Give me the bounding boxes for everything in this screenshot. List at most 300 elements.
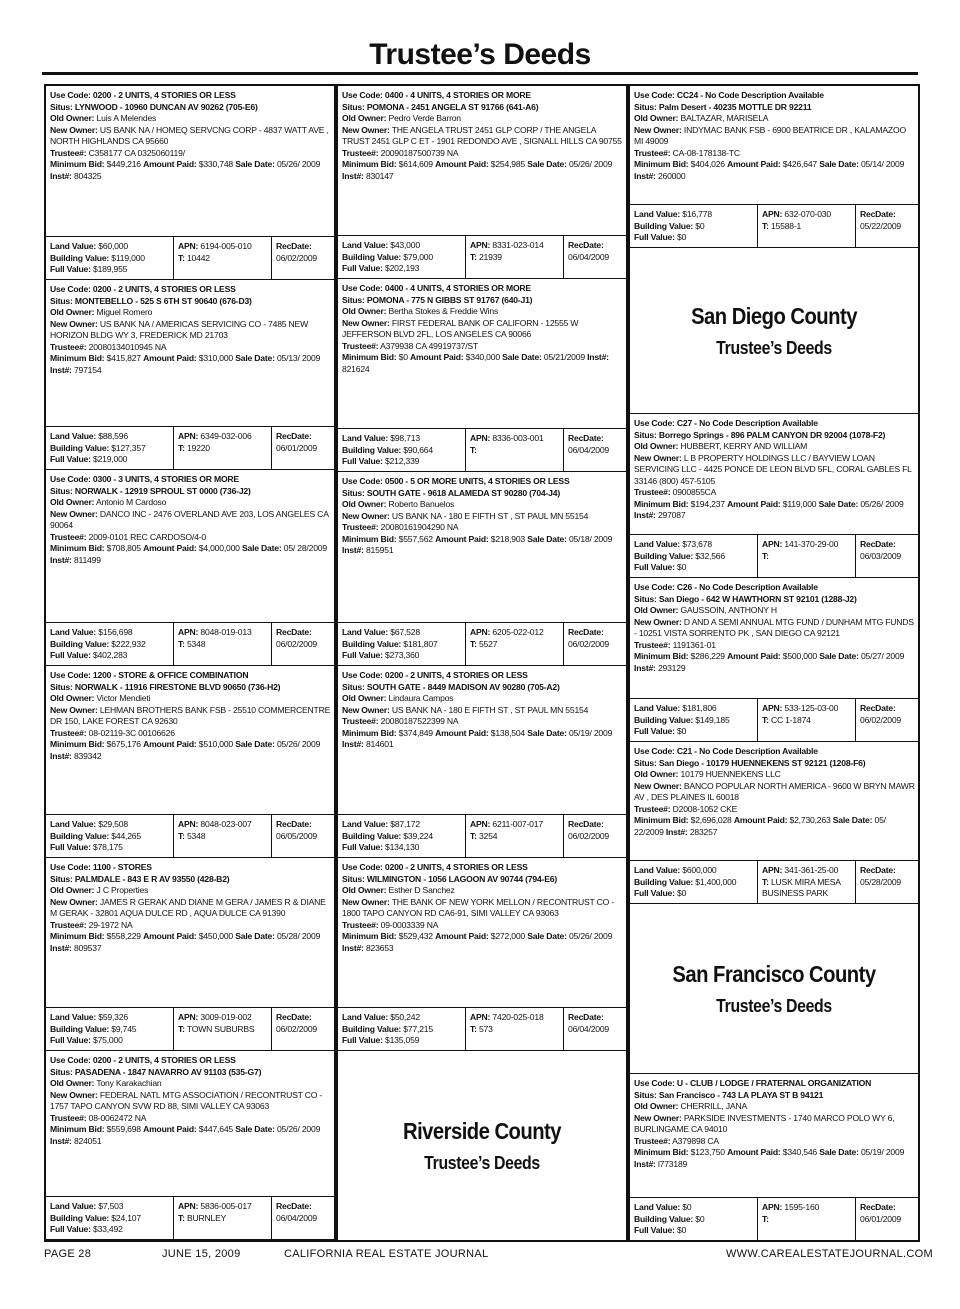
value-row	[46, 1007, 334, 1050]
amount-paid: $119,000	[782, 498, 817, 509]
sale-date-label: Sale Date:	[527, 533, 567, 544]
deed-details	[342, 283, 624, 375]
building-value: $1,400,000	[695, 876, 737, 887]
old-owner: Victor Mendieti	[96, 693, 151, 703]
recdate-cell	[856, 535, 918, 577]
trustee-number: A379938 CA 49919737/ST	[380, 340, 478, 351]
new-owner: LEHMAN BROTHERS BANK FSB - 25510 COMMERCENTRE DR 150, LAKE FOREST CA 92630	[50, 704, 331, 726]
values-cell	[46, 1008, 174, 1050]
apn-cell	[466, 236, 564, 278]
new-owner: US BANK NA - 180 E FIFTH ST , ST PAUL MN 55154	[391, 704, 589, 715]
situs-label: Situs:	[634, 429, 657, 440]
sale-date-label: Sale Date:	[832, 815, 873, 825]
use-code-label: Use Code:	[634, 418, 675, 428]
deed-details	[50, 474, 332, 566]
building-value-label: Building Value:	[634, 550, 694, 561]
recdate-label: RecDate:	[568, 819, 604, 829]
land-value: $98,713	[390, 433, 420, 443]
apn-cell	[758, 861, 856, 903]
minimum-bid-label: Minimum Bid:	[634, 159, 689, 169]
land-value: $87,172	[390, 819, 420, 829]
amount-paid: $426,647	[782, 159, 817, 169]
apn: 6349-032-006	[200, 431, 252, 441]
use-code: C26 - No Code Description Available	[676, 582, 818, 592]
apn-cell	[466, 815, 564, 857]
building-value: $0	[695, 220, 705, 231]
use-code: 0200 - 2 UNITS, 4 STORIES OR LESS	[384, 670, 528, 680]
old-owner-label: Old Owner:	[634, 769, 679, 779]
sale-date-label: Sale Date:	[502, 352, 542, 362]
full-value-label: Full Value:	[50, 264, 91, 274]
land-value: $88,596	[98, 431, 128, 441]
apn-label: APN:	[470, 819, 491, 829]
recdate: 06/03/2009	[860, 550, 902, 561]
values-cell	[46, 237, 174, 279]
apn: 8336-003-001	[492, 433, 544, 443]
instrument-number: 809537	[73, 942, 102, 953]
land-value-label: Land Value:	[342, 433, 389, 443]
recdate: 06/02/2009	[276, 252, 318, 263]
minimum-bid-label: Minimum Bid:	[50, 159, 105, 169]
new-owner: D AND A SEMI ANNUAL MTG FUND / DUNHAM MTG FUNDS - 10251 VISTA SORRENTO PK , SAN DIEGO CA 92121	[634, 616, 914, 638]
instrument-number: 283257	[689, 826, 718, 837]
trustee-number: 29-1972 NA	[88, 919, 133, 930]
recdate-cell	[272, 1008, 334, 1050]
full-value: $219,000	[92, 454, 128, 464]
use-code: 0200 - 2 UNITS, 4 STORIES OR LESS	[92, 284, 236, 294]
use-code-label: Use Code:	[634, 90, 675, 100]
county-banner-riverside	[338, 1051, 626, 1240]
footer-website: WWW.CAREALESTATEJOURNAL.COM	[726, 1248, 933, 1260]
apn: 8048-023-007	[200, 819, 252, 829]
deed-record	[338, 666, 626, 858]
situs: MONTEBELLO - 525 S 6TH ST 90640 (676-D3)	[74, 295, 252, 306]
recdate-label: RecDate:	[860, 703, 896, 713]
situs-label: Situs:	[50, 485, 73, 496]
amount-paid: $450,000	[198, 931, 233, 941]
apn-cell	[174, 623, 272, 665]
values-cell	[46, 623, 174, 665]
deed-record	[46, 858, 334, 1051]
full-value: $402,283	[92, 650, 128, 660]
land-value: $43,000	[390, 240, 420, 250]
amount-paid-label: Amount Paid:	[435, 533, 489, 544]
minimum-bid-label: Minimum Bid:	[634, 651, 689, 661]
tract: LUSK MIRA MESA BUSINESS PARK	[762, 876, 841, 898]
values-cell	[46, 815, 174, 857]
deed-details	[342, 670, 624, 751]
situs: San Francisco - 743 LA PLAYA ST B 94121	[658, 1089, 824, 1100]
amount-paid-label: Amount Paid:	[410, 352, 464, 362]
tract: 5348	[186, 638, 206, 649]
deed-record	[338, 858, 626, 1051]
apn-cell	[174, 1197, 272, 1239]
values-cell	[630, 1198, 758, 1240]
full-value-label: Full Value:	[342, 1035, 383, 1045]
new-owner: DANCO INC - 2476 OVERLAND AVE 203, LOS ANGELES CA 90064	[50, 508, 329, 530]
old-owner: Luis A Melendes	[96, 113, 157, 123]
full-value-label: Full Value:	[50, 454, 91, 464]
minimum-bid-label: Minimum Bid:	[342, 159, 397, 169]
situs-label: Situs:	[634, 101, 657, 112]
new-owner-label: New Owner:	[342, 124, 390, 135]
minimum-bid-label: Minimum Bid:	[50, 353, 105, 363]
recdate-label: RecDate:	[276, 1012, 312, 1022]
full-value-label: Full Value:	[634, 232, 675, 242]
footer-date: JUNE 15, 2009	[162, 1248, 241, 1260]
sale-date-label: Sale Date:	[819, 651, 859, 661]
use-code-label: Use Code:	[342, 862, 383, 872]
full-value: $78,175	[92, 842, 123, 852]
amount-paid-label: Amount Paid:	[143, 159, 197, 169]
tract: 15588-1	[770, 220, 802, 231]
tract-label: T:	[178, 830, 185, 841]
value-row	[46, 622, 334, 665]
trustee-number: 09-0003339 NA	[380, 919, 439, 930]
trustee-number: 2009-0101 REC CARDOSO/4-0	[88, 531, 206, 542]
new-owner: FEDERAL NATL MTG ASSOCIATION / RECONTRUST CO - 1757 TAPO CANYON SVW RD 88, SIMI VALLEY CA 93063	[50, 1089, 323, 1111]
building-value-label: Building Value:	[634, 876, 694, 887]
apn-label: APN:	[470, 627, 491, 637]
use-code-label: Use Code:	[50, 284, 91, 294]
values-cell	[338, 623, 466, 665]
situs-label: Situs:	[342, 487, 365, 498]
recdate-cell	[272, 815, 334, 857]
apn: 8048-019-013	[200, 627, 252, 637]
title-rule	[42, 72, 918, 75]
recdate: 06/02/2009	[860, 714, 902, 725]
deed-details	[50, 862, 332, 954]
value-row	[630, 860, 918, 903]
apn-cell	[174, 815, 272, 857]
new-owner: L B PROPERTY HOLDINGS LLC / BAYVIEW LOAN SERVICING LLC - 4425 PONCE DE LEON BLVD 5FL, CORAL GABLES FL 33146 (800) 457-5105	[634, 452, 912, 486]
sale-date: 05/21/2009	[543, 352, 585, 362]
apn: 6211-007-017	[492, 819, 543, 829]
apn-label: APN:	[762, 865, 783, 875]
land-value-label: Land Value:	[342, 819, 389, 829]
situs-label: Situs:	[342, 101, 365, 112]
situs: NORWALK - 12919 SPROUL ST 0000 (736-J2)	[74, 485, 251, 496]
apn: 6205-022-012	[492, 627, 544, 637]
deed-record	[46, 86, 334, 280]
situs: Borrego Springs - 896 PALM CANYON DR 92004 (1078-F2)	[658, 429, 886, 440]
sale-date: 05/26/ 2009	[276, 739, 321, 749]
use-code: C21 - No Code Description Available	[676, 746, 818, 756]
minimum-bid: $675,176	[106, 739, 141, 749]
minimum-bid: $123,750	[690, 1147, 725, 1157]
building-value: $39,224	[403, 830, 433, 841]
recdate-cell	[564, 236, 626, 278]
instrument-number-label: Inst#:	[665, 826, 688, 837]
minimum-bid: $2,696,028	[690, 815, 732, 825]
value-row	[630, 534, 918, 577]
trustee-number: CA-08-178138-TC	[672, 147, 740, 158]
recdate-cell	[856, 861, 918, 903]
new-owner-label: New Owner:	[342, 510, 390, 521]
tract: CC 1-1874	[770, 714, 811, 725]
use-code-label: Use Code:	[634, 746, 675, 756]
minimum-bid: $529,432	[398, 931, 433, 941]
tract: 5348	[186, 830, 206, 841]
old-owner-label: Old Owner:	[50, 307, 95, 317]
recdate-cell	[272, 237, 334, 279]
land-value: $156,698	[98, 627, 133, 637]
sale-date-label: Sale Date:	[235, 1124, 275, 1134]
apn: 632-070-030	[784, 209, 831, 219]
amount-paid: $447,645	[198, 1124, 233, 1134]
apn-cell	[174, 1008, 272, 1050]
amount-paid: $510,000	[198, 739, 233, 749]
value-row	[338, 1007, 626, 1050]
new-owner-label: New Owner:	[634, 124, 682, 135]
new-owner-label: New Owner:	[634, 1112, 682, 1123]
land-value-label: Land Value:	[50, 1012, 97, 1022]
building-value: $79,000	[403, 251, 433, 262]
use-code-label: Use Code:	[50, 474, 91, 484]
apn-cell	[174, 427, 272, 469]
instrument-number-label: Inst#:	[50, 554, 72, 565]
apn-label: APN:	[178, 1012, 199, 1022]
instrument-number: 821624	[342, 363, 370, 374]
deed-details	[634, 90, 916, 182]
footer-journal: CALIFORNIA REAL ESTATE JOURNAL	[284, 1248, 489, 1260]
situs-label: Situs:	[634, 1089, 657, 1100]
tract: BURNLEY	[186, 1212, 227, 1223]
recdate: 05/22/2009	[860, 220, 902, 231]
situs: WILMINGTON - 1056 LAGOON AV 90744 (794-E6)	[366, 873, 557, 884]
situs: San Diego - 10179 HUENNEKENS ST 92121 (1208-F6)	[658, 757, 866, 768]
minimum-bid-label: Minimum Bid:	[342, 533, 397, 544]
full-value-label: Full Value:	[342, 456, 383, 466]
recdate-cell	[856, 205, 918, 247]
old-owner: Lindaura Campos	[388, 693, 454, 703]
recdate-label: RecDate:	[568, 240, 604, 250]
use-code: 0500 - 5 OR MORE UNITS, 4 STORIES OR LESS	[384, 476, 570, 486]
use-code-label: Use Code:	[50, 1055, 91, 1065]
recdate: 06/04/2009	[568, 444, 610, 455]
new-owner: FIRST FEDERAL BANK OF CALIFORN - 12555 W JEFFERSON BLVD 2FL, LOS ANGELES CA 90066	[342, 317, 579, 339]
use-code: C27 - No Code Description Available	[676, 418, 818, 428]
amount-paid: $310,000	[198, 353, 233, 363]
sale-date: 05/19/ 2009	[568, 727, 613, 738]
use-code: CC24 - No Code Description Available	[676, 90, 824, 100]
use-code-label: Use Code:	[342, 476, 383, 486]
amount-paid: $2,730,263	[789, 815, 831, 825]
building-value-label: Building Value:	[342, 830, 402, 841]
full-value-label: Full Value:	[50, 650, 91, 660]
old-owner: HUBBERT, KERRY AND WILLIAM	[680, 441, 808, 451]
new-owner: THE BANK OF NEW YORK MELLON / RECONTRUST CO - 1800 TAPO CANYON RD CA6-91, SIMI VALLEY CA 93063	[342, 896, 614, 918]
building-value: $127,357	[111, 442, 146, 453]
sale-date-label: Sale Date:	[527, 931, 567, 941]
land-value-label: Land Value:	[50, 627, 97, 637]
full-value: $0	[676, 562, 687, 572]
deed-details	[50, 670, 332, 762]
recdate-label: RecDate:	[276, 627, 312, 637]
minimum-bid: $194,237	[690, 498, 725, 509]
instrument-number: 804325	[73, 170, 102, 181]
building-value-label: Building Value:	[50, 1212, 110, 1223]
old-owner: Esther D Sanchez	[388, 885, 455, 895]
minimum-bid-label: Minimum Bid:	[634, 1147, 689, 1157]
old-owner: CHERRILL, JANA	[680, 1101, 747, 1111]
trustee-number: 20080187522399 NA	[380, 716, 459, 726]
values-cell	[338, 236, 466, 278]
building-value-label: Building Value:	[634, 1213, 694, 1224]
use-code: 0400 - 4 UNITS, 4 STORIES OR MORE	[384, 90, 531, 100]
deed-details	[50, 284, 332, 376]
new-owner: THE ANGELA TRUST 2451 GLP CORP / THE ANGELA TRUST 2451 GLP C ET - 1901 REDONDO AVE , SIGNALL HILLS CA 90755	[342, 124, 622, 146]
recdate-label: RecDate:	[276, 431, 312, 441]
recdate: 06/02/2009	[568, 638, 610, 649]
recdate-label: RecDate:	[568, 433, 604, 443]
trustee-number-label: Trustee#:	[634, 487, 671, 497]
trustee-number: A379898 CA	[672, 1135, 719, 1146]
use-code-label: Use Code:	[50, 862, 91, 872]
column-1	[44, 84, 336, 1242]
trustee-number: C358177 CA 0325060119/	[88, 147, 185, 158]
minimum-bid-label: Minimum Bid:	[342, 727, 397, 738]
land-value: $0	[682, 1202, 692, 1212]
situs-label: Situs:	[634, 757, 657, 768]
full-value: $134,130	[384, 842, 420, 852]
minimum-bid-label: Minimum Bid:	[50, 1124, 105, 1134]
sale-date-label: Sale Date:	[241, 543, 282, 553]
instrument-number: 823653	[365, 942, 394, 953]
recdate: 06/02/2009	[568, 830, 610, 841]
recdate: 06/04/2009	[276, 1212, 318, 1223]
land-value: $16,778	[682, 209, 712, 219]
apn: 7420-025-018	[492, 1012, 544, 1022]
values-cell	[338, 429, 466, 471]
apn-cell	[758, 205, 856, 247]
instrument-number: 824051	[73, 1135, 102, 1146]
trustee-number: D2008-1052 CKE	[672, 803, 738, 814]
instrument-number-label: Inst#:	[50, 170, 72, 181]
amount-paid: $254,985	[490, 159, 525, 169]
apn-label: APN:	[178, 431, 199, 441]
apn: 533-125-03-00	[784, 703, 839, 713]
situs: POMONA - 775 N GIBBS ST 91767 (640-J1)	[366, 294, 533, 305]
sale-date: 05/28/ 2009	[276, 931, 321, 941]
sale-date: 05/26/ 2009	[568, 159, 613, 169]
tract: 3254	[478, 830, 498, 841]
tract-label: T:	[178, 252, 185, 263]
full-value-label: Full Value:	[342, 650, 383, 660]
land-value: $50,242	[390, 1012, 420, 1022]
full-value-label: Full Value:	[634, 1225, 675, 1235]
building-value-label: Building Value:	[50, 638, 110, 649]
new-owner: INDYMAC BANK FSB - 6900 BEATRICE DR , KALAMAZOO MI 49009	[634, 124, 906, 146]
instrument-number: 811499	[73, 554, 101, 565]
instrument-number-label: Inst#:	[50, 1135, 72, 1146]
tract-label: T:	[762, 220, 769, 231]
sale-date: 05/26/ 2009	[276, 159, 321, 169]
instrument-number-label: Inst#:	[634, 510, 656, 520]
amount-paid: $340,000	[465, 352, 500, 362]
use-code: 1200 - STORE & OFFICE COMBINATION	[92, 670, 249, 680]
situs: NORWALK - 11916 FIRESTONE BLVD 90650 (736-H2)	[74, 681, 281, 692]
trustee-number-label: Trustee#:	[342, 919, 379, 930]
deed-details	[634, 418, 916, 522]
trustee-number-label: Trustee#:	[50, 727, 87, 738]
minimum-bid: $557,562	[398, 533, 433, 544]
amount-paid: $272,000	[490, 931, 525, 941]
land-value-label: Land Value:	[634, 1202, 681, 1212]
apn-label: APN:	[178, 627, 199, 637]
footer-page: PAGE 28	[44, 1248, 92, 1260]
trustee-number-label: Trustee#:	[50, 919, 87, 930]
full-value: $273,360	[384, 650, 420, 660]
minimum-bid: $415,827	[106, 353, 141, 363]
tract: 573	[478, 1023, 493, 1034]
instrument-number: 797154	[73, 364, 102, 375]
recdate-label: RecDate:	[860, 1202, 896, 1212]
deed-details	[342, 862, 624, 954]
old-owner: BALTAZAR, MARISELA	[680, 113, 769, 123]
minimum-bid-label: Minimum Bid:	[634, 815, 689, 825]
recdate-cell	[856, 1198, 918, 1240]
trustee-number-label: Trustee#:	[50, 1112, 87, 1123]
tract: 21939	[478, 251, 502, 262]
situs-label: Situs:	[50, 1066, 73, 1077]
deed-record	[630, 578, 918, 742]
apn-label: APN:	[762, 539, 783, 549]
use-code: 0200 - 2 UNITS, 4 STORIES OR LESS	[384, 862, 528, 872]
minimum-bid-label: Minimum Bid:	[50, 543, 105, 553]
recdate-label: RecDate:	[860, 209, 896, 219]
building-value-label: Building Value:	[342, 444, 402, 455]
amount-paid: $500,000	[782, 651, 817, 661]
values-cell	[630, 535, 758, 577]
new-owner: JAMES R GERAK AND DIANE M GERA / JAMES R & DIANE M GERAK - 32801 AQUA DULCE RD , AQUA DULCE CA 91390	[50, 896, 326, 918]
use-code-label: Use Code:	[342, 670, 383, 680]
old-owner: Bertha Stokes & Freddie Wins	[388, 306, 499, 316]
minimum-bid: $559,698	[106, 1124, 141, 1134]
deed-record	[338, 472, 626, 666]
amount-paid-label: Amount Paid:	[435, 159, 489, 169]
situs-label: Situs:	[50, 681, 73, 692]
instrument-number: l773189	[657, 1158, 688, 1169]
apn-cell	[174, 237, 272, 279]
minimum-bid: $614,609	[398, 159, 433, 169]
land-value-label: Land Value:	[634, 703, 681, 713]
situs: POMONA - 2451 ANGELA ST 91766 (641-A6)	[366, 101, 539, 112]
trustee-number-label: Trustee#:	[634, 1135, 671, 1146]
recdate-cell	[272, 427, 334, 469]
use-code-label: Use Code:	[342, 90, 383, 100]
amount-paid-label: Amount Paid:	[727, 159, 781, 169]
recdate: 06/04/2009	[568, 1023, 610, 1034]
land-value-label: Land Value:	[50, 431, 97, 441]
old-owner: GAUSSOIN, ANTHONY H	[680, 605, 777, 615]
values-cell	[338, 815, 466, 857]
new-owner-label: New Owner:	[50, 124, 98, 135]
county-subtitle: Trustee’s Deeds	[716, 996, 832, 1016]
column-3	[628, 84, 920, 1242]
county-subtitle: Trustee’s Deeds	[716, 338, 832, 358]
value-row	[338, 814, 626, 857]
instrument-number-label: Inst#:	[634, 170, 656, 181]
sale-date-label: Sale Date:	[819, 1147, 859, 1157]
use-code: U - CLUB / LODGE / FRATERNAL ORGANIZATION	[676, 1078, 872, 1088]
value-row	[338, 428, 626, 471]
land-value-label: Land Value:	[342, 627, 389, 637]
minimum-bid: $558,229	[106, 931, 141, 941]
amount-paid-label: Amount Paid:	[143, 931, 197, 941]
recdate-label: RecDate:	[276, 1201, 312, 1211]
value-row	[338, 235, 626, 278]
